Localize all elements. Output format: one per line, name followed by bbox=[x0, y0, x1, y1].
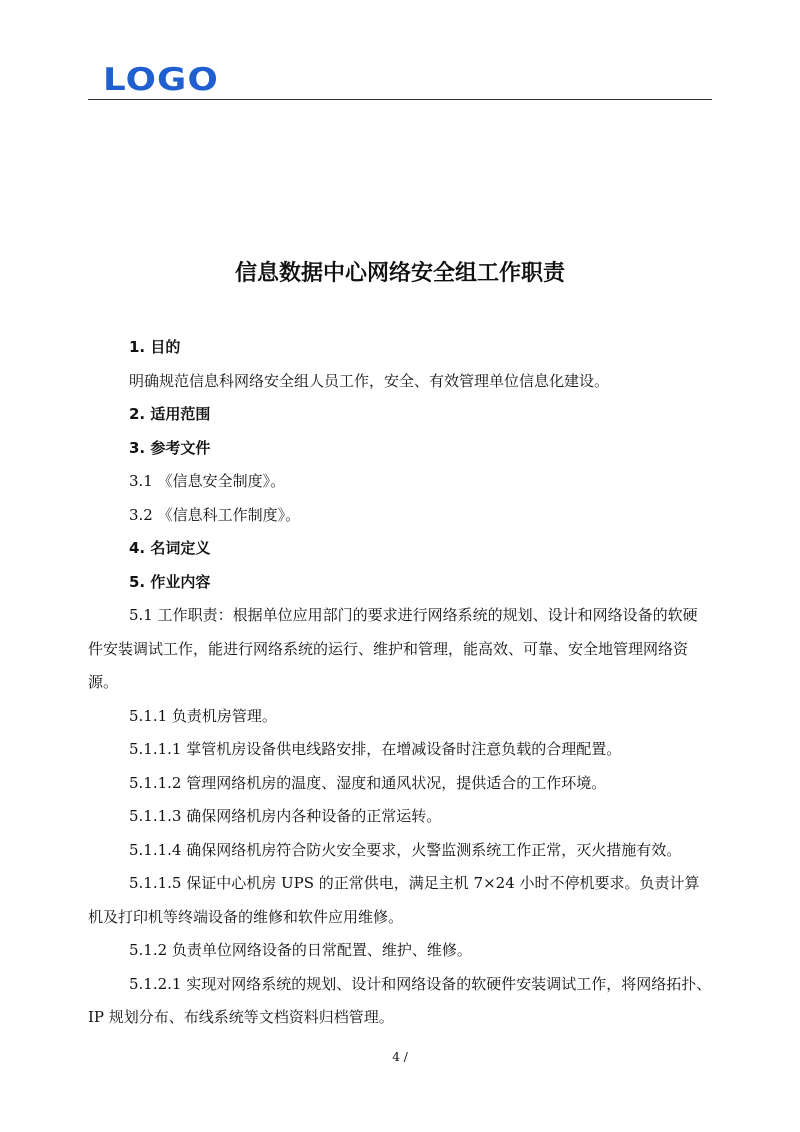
header-divider bbox=[88, 99, 712, 100]
section-heading-references: 3. 参考文件 bbox=[129, 438, 211, 457]
purpose-text: 明确规范信息科网络安全组人员工作，安全、有效管理单位信息化建设。 bbox=[129, 371, 610, 390]
reference-item: 3.2 《信息科工作制度》。 bbox=[129, 505, 301, 524]
reference-item: 3.1 《信息安全制度》。 bbox=[129, 472, 286, 490]
section-heading-scope: 2. 适用范围 bbox=[129, 405, 211, 423]
paragraph: 5.1.2.1 实现对网络系统的规划、设计和网络设备的软硬件安装调试工作，将网络拓扑、IP 规划分布、布线系统等文档资料归档管理。 bbox=[88, 974, 712, 1026]
section-heading-operations: 5. 作业内容 bbox=[129, 572, 211, 591]
page-number: 4 / bbox=[392, 1050, 408, 1064]
section-heading-purpose: 1. 目的 bbox=[129, 338, 181, 356]
document-title: 信息数据中心网络安全组工作职责 bbox=[234, 261, 565, 286]
paragraph: 5.1 工作职责：根据单位应用部门的要求进行网络系统的规划、设计和网络设备的软硬件安装调试工作，能进行网络系统的运行、维护和管理，能高效、可靠、安全地管理网络资源。 bbox=[88, 606, 698, 691]
paragraph: 5.1.1 负责机房管理。 bbox=[129, 706, 277, 725]
paragraph: 5.1.1.1 掌管机房设备供电线路安排，在增减设备时注意负载的合理配置。 bbox=[129, 740, 622, 758]
logo: LOGO bbox=[103, 62, 219, 98]
document-body bbox=[88, 331, 712, 1035]
section-heading-definitions: 4. 名词定义 bbox=[129, 539, 211, 557]
paragraph: 5.1.1.5 保证中心机房 UPS 的正常供电，满足主机 7×24 小时不停机要求。负责计算机及打印机等终端设备的维修和软件应用维修。 bbox=[88, 874, 700, 926]
paragraph: 5.1.1.2 管理网络机房的温度、湿度和通风状况，提供适合的工作环境。 bbox=[129, 773, 607, 792]
paragraph: 5.1.2 负责单位网络设备的日常配置、维护、维修。 bbox=[129, 941, 472, 959]
paragraph: 5.1.1.3 确保网络机房内各种设备的正常运转。 bbox=[129, 807, 442, 825]
paragraph: 5.1.1.4 确保网络机房符合防火安全要求，火警监测系统工作正常，灭火措施有效。 bbox=[129, 840, 682, 859]
